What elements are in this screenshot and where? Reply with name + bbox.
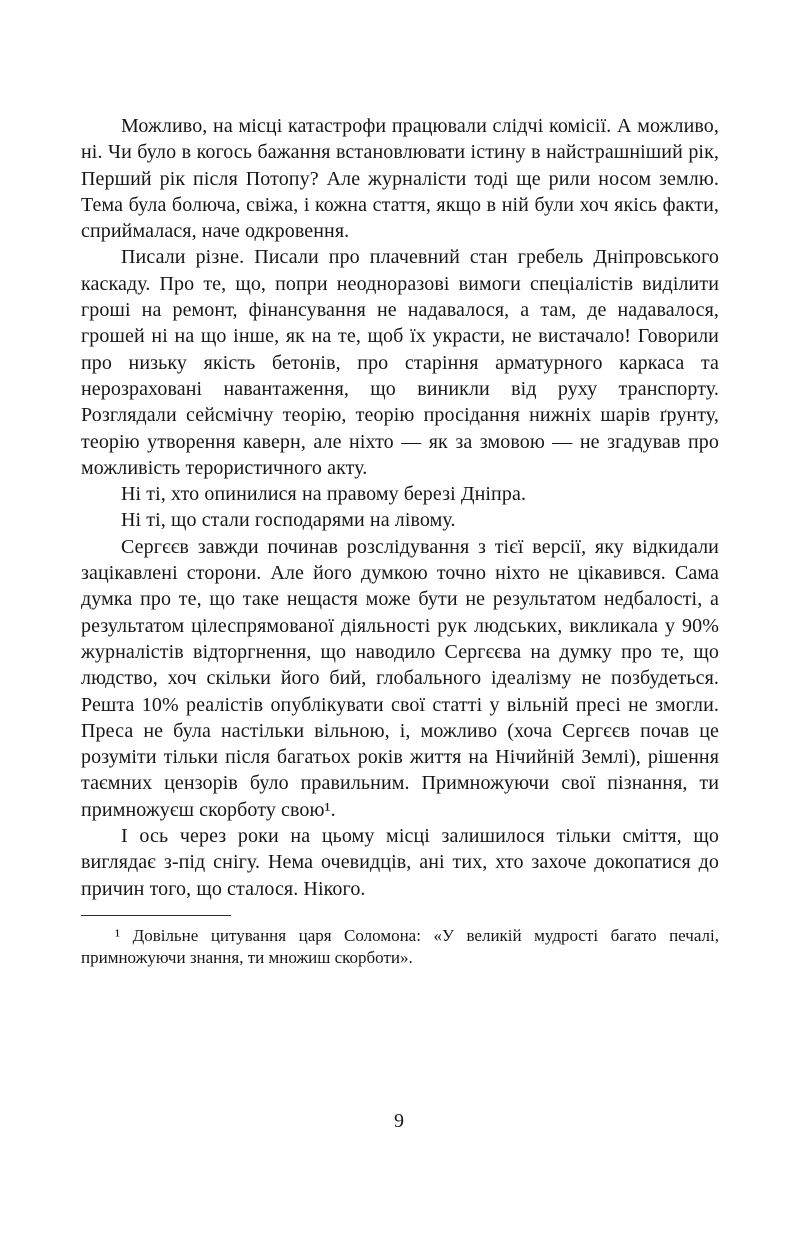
text-block [81, 113, 719, 970]
paragraph: І ось через роки на цьому місці залишилося тільки сміття, що виглядає з-під снігу. Нема очевидців, ані тих, хто захоче докопатися до причин того, що сталося. Нікого. [81, 825, 719, 900]
paragraph: Можливо, на місці катастрофи працювали слідчі комісії. А можливо, ні. Чи було в когось бажання встановлювати істину в найстрашніший рік, Перший рік після Потопу? Але журналісти тоді ще рили носом землю. Тема була болюча, свіжа, і кожна стаття, якщо в ній були хоч якісь факти, сприймалася, наче одкровення. [81, 115, 719, 243]
paragraph: Сергєєв завжди починав розслідування з тієї версії, яку відкидали зацікавлені сторони. Але його думкою точно ніхто не цікавився. Сама думка про те, що таке нещастя може бути не результатом недбалості, а результатом цілеспрямованої діяльності рук людських, викликала у 90% журналістів відторгнення, що наводило Сергєєва на думку про те, що людство, хоч скільки його бий, глобального ідеалізму не позбудеться. Решта 10% реалістів опублікувати свої статті у вільній пресі не змогли. Преса не була настільки вільною, і, можливо (хоча Сергєєв почав це розуміти тільки після багатьох років життя на Нічийній Землі), рішення таємних цензорів було правильним. Примножуючи свої пізнання, ти примножуєш скорботу свою¹. [81, 535, 719, 821]
paragraph: Ні ті, хто опинилися на правому березі Дніпра. [121, 483, 527, 506]
paragraph: Ні ті, що стали господарями на лівому. [121, 509, 456, 532]
footnote-text: ¹ Довільне цитування царя Соломона: «У великій мудрості багато печалі, примножуючи знання, ти множиш скорботи». [81, 925, 719, 968]
paragraph: Писали різне. Писали про плачевний стан гребель Дніпровського каскаду. Про те, що, попри неодноразові вимоги спеціалістів виділити гроші на ремонт, фінансування не надавалося, а там, де надавалося, грошей ні на що інше, як на те, щоб їх украсти, не вистачало! Говорили про низьку якість бетонів, про старіння арматурного каркаса та нерозраховані навантаження, що виникли від руху транспорту. Розглядали сейсмічну теорію, теорію просідання нижніх шарів ґрунту, теорію утворення каверн, але ніхто — як за змовою — не згадував про можливість терористичного акту. [81, 246, 719, 479]
page-number: 9 [394, 1110, 404, 1132]
footnote [81, 915, 719, 970]
footnote-rule [81, 915, 231, 916]
